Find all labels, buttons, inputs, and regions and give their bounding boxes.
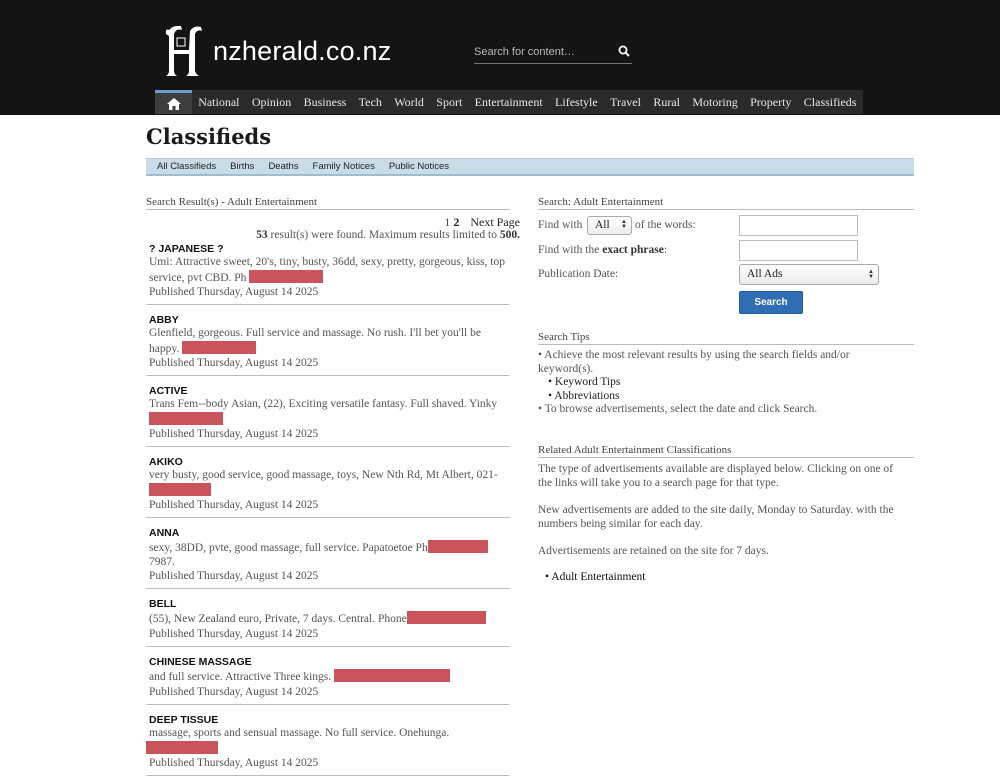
list-item[interactable] <box>149 242 519 299</box>
site-logo-text: nzherald.co.nz <box>213 35 392 66</box>
related-paragraph: Advertisements are retained on the site for 7 days. <box>538 545 769 557</box>
herald-h-logo-icon <box>163 24 205 78</box>
find-with-select[interactable] <box>587 216 632 235</box>
next-page-link[interactable]: Next Page <box>470 215 520 229</box>
classifieds-subnav <box>146 158 914 176</box>
listing-description: Umi: Attractive sweet, 20's, tiny, busty, 36dd, sexy, pretty, gorgeous, kiss, top service, pvt CBD. Ph <box>149 256 505 284</box>
nav-item-opinion[interactable]: Opinion <box>251 95 292 109</box>
home-icon <box>166 97 182 111</box>
nav-item-travel[interactable]: Travel <box>610 95 641 109</box>
search-icon[interactable] <box>618 45 630 57</box>
select-arrows-icon: ▲ ▼ <box>868 269 874 280</box>
site-search-placeholder: Search for content… <box>474 46 575 58</box>
redacted-phone <box>149 483 211 496</box>
listing-divider <box>146 588 510 589</box>
subnav-all-classifieds[interactable]: All Classifieds <box>157 161 217 172</box>
subnav-births[interactable]: Births <box>230 161 255 172</box>
list-item[interactable] <box>149 597 519 641</box>
listing-published: Published Thursday, August 14 2025 <box>149 757 319 769</box>
nav-item-lifestyle[interactable]: Lifestyle <box>555 95 598 109</box>
page-2-current: 2 <box>453 215 460 229</box>
exact-phrase-input[interactable] <box>739 240 858 261</box>
listing-title[interactable]: BELL <box>149 598 177 610</box>
results-heading: Search Result(s) - Adult Entertainment <box>146 196 510 210</box>
nav-item-national[interactable]: National <box>198 95 240 109</box>
listing-published: Published Thursday, August 14 2025 <box>149 428 319 440</box>
abbreviations-link[interactable]: • Abbreviations <box>548 389 620 402</box>
related-heading: Related Adult Entertainment Classifications <box>538 444 914 458</box>
redacted-phone <box>428 540 488 553</box>
site-logo[interactable] <box>163 24 391 78</box>
nav-item-rural[interactable]: Rural <box>653 95 680 109</box>
of-the-words-label: of the words: <box>635 219 696 231</box>
listing-title[interactable]: ? JAPANESE ? <box>149 243 224 255</box>
listing-title[interactable]: ANNA <box>149 527 180 539</box>
nav-item-world[interactable]: World <box>394 95 424 109</box>
site-header <box>0 0 1000 115</box>
publication-date-select[interactable] <box>739 264 879 285</box>
keyword-tips-link[interactable]: • Keyword Tips <box>548 376 621 388</box>
site-search-input[interactable] <box>474 44 632 64</box>
related-paragraph: New advertisements are added to the site daily, Monday to Saturday. with the numbers being similar for each day. <box>538 504 894 530</box>
nav-home[interactable] <box>155 90 192 114</box>
words-input[interactable] <box>739 215 858 236</box>
publication-date-select-value: All Ads <box>747 268 783 280</box>
listing-title[interactable]: ABBY <box>149 314 179 326</box>
tip-line: • To browse advertisements, select the date and click Search. <box>538 403 818 415</box>
redacted-phone <box>149 412 223 425</box>
subnav-family-notices[interactable]: Family Notices <box>312 161 375 172</box>
list-item[interactable] <box>149 455 519 512</box>
nav-item-sport[interactable]: Sport <box>436 95 463 109</box>
list-item[interactable] <box>149 526 519 583</box>
listing-title[interactable]: DEEP TISSUE <box>149 714 219 726</box>
nav-item-business[interactable]: Business <box>303 95 347 109</box>
listing-description: (55), New Zealand euro, Private, 7 days. Central. Phone <box>149 611 519 627</box>
find-with-select-value: All <box>595 219 610 231</box>
nav-item-motoring[interactable]: Motoring <box>692 95 738 109</box>
nav-item-tech[interactable]: Tech <box>358 95 382 109</box>
listing-published: Published Thursday, August 14 2025 <box>149 286 319 298</box>
results-limit-suffix: . <box>517 229 520 241</box>
page-title: Classifieds <box>146 124 272 149</box>
page-1-link[interactable]: 1 <box>444 215 451 229</box>
listing-divider <box>146 304 510 305</box>
results-count-text: result(s) were found. Maximum results limited to <box>267 229 500 241</box>
subnav-public-notices[interactable]: Public Notices <box>388 161 450 172</box>
listing-divider <box>146 704 510 705</box>
listing-title[interactable]: AKIKO <box>149 456 183 468</box>
search-tips-heading: Search Tips <box>538 331 914 345</box>
listing-divider <box>146 446 510 447</box>
publication-date-label: Publication Date: <box>538 268 619 280</box>
search-tips <box>538 349 918 417</box>
results-limit: 500 <box>499 229 518 241</box>
redacted-phone <box>407 611 486 624</box>
listing-description: sexy, 38DD, pvte, good massage, full service. Papatoetoe Ph 7987. <box>149 540 519 569</box>
listing-published: Published Thursday, August 14 2025 <box>149 685 319 698</box>
subnav-deaths[interactable]: Deaths <box>268 161 299 172</box>
listing-published: Published Thursday, August 14 2025 <box>149 357 319 369</box>
pagination <box>146 215 520 230</box>
list-item[interactable] <box>149 713 519 770</box>
nav-item-classifieds[interactable]: Classifieds <box>803 95 857 109</box>
listing-published: Published Thursday, August 14 2025 <box>149 627 319 640</box>
adult-entertainment-link[interactable]: • Adult Entertainment <box>545 571 646 583</box>
results-count-number: 53 <box>256 229 268 241</box>
listing-divider <box>146 517 510 518</box>
results-count <box>146 229 520 241</box>
search-heading: Search: Adult Entertainment <box>538 196 914 210</box>
list-item[interactable] <box>149 313 519 370</box>
listing-title[interactable]: CHINESE MASSAGE <box>149 656 252 668</box>
list-item[interactable] <box>149 384 519 441</box>
redacted-phone <box>249 270 323 283</box>
related-paragraph: The type of advertisements available are displayed below. Clicking on one of the links will take you to a search page for that type. <box>538 463 894 489</box>
listing-description: and full service. Attractive Three kings. <box>149 669 519 685</box>
redacted-phone <box>146 741 218 754</box>
listing-title[interactable]: ACTIVE <box>149 385 188 397</box>
listing-description: Trans Fem--body Asian, (22), Exciting versatile fantasy. Full shaved. Yinky <box>149 398 519 427</box>
nav-item-property[interactable]: Property <box>750 95 792 109</box>
main-nav <box>155 90 863 114</box>
nav-item-entertainment[interactable]: Entertainment <box>474 95 543 109</box>
listing-published: Published Thursday, August 14 2025 <box>149 570 319 582</box>
list-item[interactable] <box>149 655 519 699</box>
listing-divider <box>146 375 510 376</box>
tip-line: keyword(s). <box>538 362 594 375</box>
redacted-phone <box>334 669 450 682</box>
listing-published: Published Thursday, August 14 2025 <box>149 499 319 511</box>
listing-description: massage, sports and sensual massage. No full service. Onehunga. <box>149 727 519 756</box>
listing-description: very busty, good service, good massage, toys, New Nth Rd, Mt Albert, 021- <box>149 469 519 498</box>
listing-divider <box>146 646 510 647</box>
tip-line: • Achieve the most relevant results by using the search fields and/or <box>538 349 850 361</box>
redacted-phone <box>182 341 256 354</box>
listing-description: Glenfield, gorgeous. Full service and massage. No rush. I'll bet you'll be happy. <box>149 327 481 355</box>
find-with-label: Find with <box>538 219 583 231</box>
search-button[interactable]: Search <box>739 291 803 314</box>
select-arrows-icon: ▲ ▼ <box>621 219 627 230</box>
exact-phrase-label: Find with the exact phrase: <box>538 244 668 256</box>
